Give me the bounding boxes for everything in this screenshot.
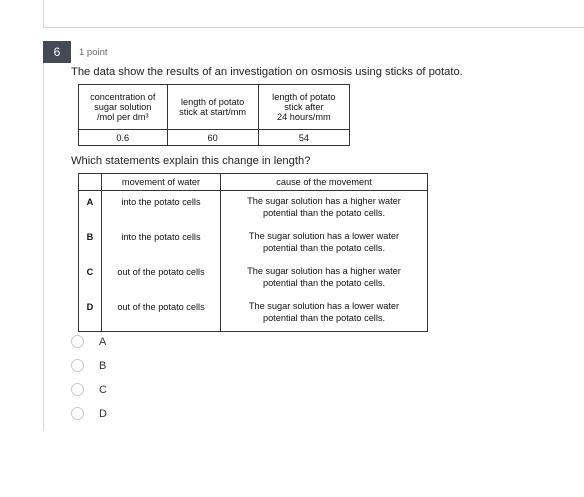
table-row (79, 296, 428, 332)
cell-length-after: 54 (258, 130, 349, 146)
row-movement: out of the potato cells (102, 296, 221, 332)
radio-b[interactable] (71, 359, 84, 372)
question-prompt: Which statements explain this change in length? (71, 155, 311, 167)
option-c-label[interactable]: C (99, 383, 107, 396)
question-stem: The data show the results of an investigation on osmosis using sticks of potato. (71, 66, 463, 78)
cell-concentration: 0.6 (79, 130, 168, 146)
row-cause: The sugar solution has a higher water potential than the potato cells. (221, 261, 428, 296)
option-a-label[interactable]: A (99, 335, 107, 348)
option-b-label[interactable]: B (99, 359, 107, 372)
option-d[interactable] (71, 407, 107, 420)
cell-length-start: 60 (167, 130, 258, 146)
row-movement: out of the potato cells (102, 261, 221, 296)
row-letter: B (79, 226, 102, 261)
osmosis-data-table (78, 84, 350, 146)
header-cause: cause of the movement (221, 174, 428, 191)
row-cause: The sugar solution has a higher water potential than the potato cells. (221, 191, 428, 227)
question-number-badge: 6 (43, 41, 71, 63)
question-points: 1 point (79, 47, 108, 58)
row-letter: D (79, 296, 102, 332)
header-length-after: length of potato stick after 24 hours/mm (258, 85, 349, 130)
radio-d[interactable] (71, 407, 84, 420)
table-row (79, 261, 428, 296)
option-d-label[interactable]: D (99, 407, 107, 420)
header-letter (79, 174, 102, 191)
question-card-border (43, 41, 44, 431)
row-movement: into the potato cells (102, 191, 221, 227)
previous-question-card-edge (43, 0, 584, 28)
row-letter: C (79, 261, 102, 296)
table-row (79, 226, 428, 261)
row-cause: The sugar solution has a lower water potential than the potato cells. (221, 226, 428, 261)
row-cause: The sugar solution has a lower water potential than the potato cells. (221, 296, 428, 332)
option-a[interactable] (71, 335, 107, 348)
header-length-start: length of potato stick at start/mm (167, 85, 258, 130)
table-row (79, 191, 428, 227)
row-letter: A (79, 191, 102, 227)
radio-a[interactable] (71, 335, 84, 348)
choices-table (78, 173, 428, 332)
option-c[interactable] (71, 383, 107, 396)
header-movement: movement of water (102, 174, 221, 191)
radio-c[interactable] (71, 383, 84, 396)
row-movement: into the potato cells (102, 226, 221, 261)
header-concentration: concentration of sugar solution /mol per dm³ (79, 85, 168, 130)
option-b[interactable] (71, 359, 107, 372)
